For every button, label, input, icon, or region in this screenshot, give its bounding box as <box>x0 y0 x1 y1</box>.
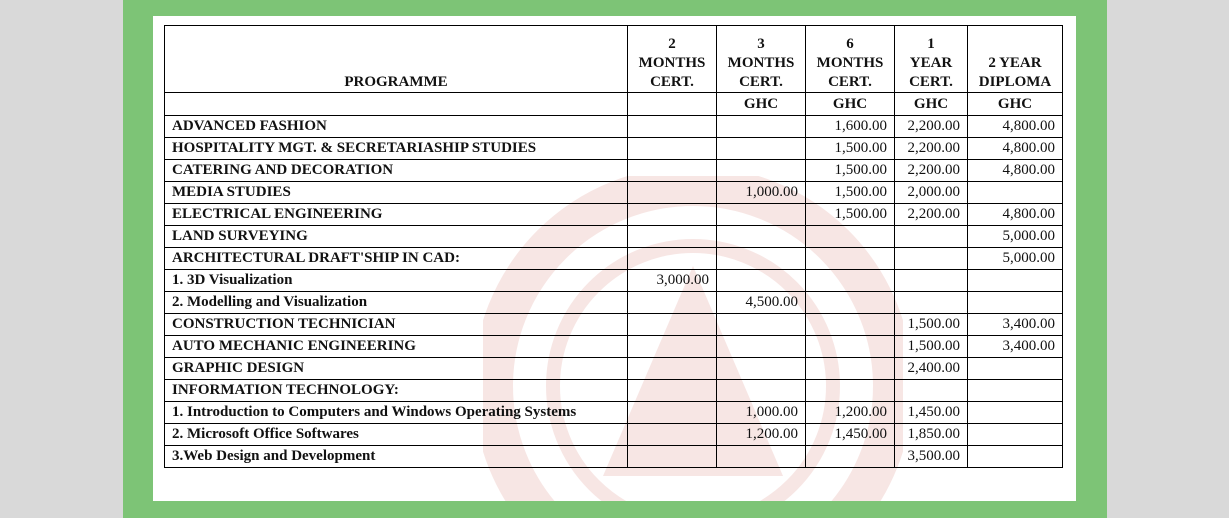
fee-2-year: 5,000.00 <box>968 248 1063 270</box>
fee-2-months <box>628 380 717 402</box>
programme-name: ARCHITECTURAL DRAFT'SHIP IN CAD: <box>165 248 628 270</box>
fee-6-months: 1,500.00 <box>806 182 895 204</box>
fee-6-months <box>806 270 895 292</box>
table-row <box>165 226 1063 248</box>
fee-2-months <box>628 358 717 380</box>
table-row <box>165 138 1063 160</box>
fee-1-year: 2,400.00 <box>895 358 968 380</box>
fee-2-year: 4,800.00 <box>968 116 1063 138</box>
fee-2-months <box>628 204 717 226</box>
header-1-year: 1 YEAR CERT. <box>895 26 968 93</box>
fee-3-months <box>717 248 806 270</box>
fee-2-year: 4,800.00 <box>968 138 1063 160</box>
fee-2-months <box>628 226 717 248</box>
fee-rows <box>165 116 1063 468</box>
fee-6-months: 1,200.00 <box>806 402 895 424</box>
currency-cell: GHC <box>895 93 968 116</box>
currency-cell: GHC <box>806 93 895 116</box>
fee-1-year: 1,500.00 <box>895 314 968 336</box>
fee-2-months <box>628 424 717 446</box>
document-sheet <box>153 16 1076 501</box>
fee-1-year: 2,000.00 <box>895 182 968 204</box>
table-row <box>165 314 1063 336</box>
table-row <box>165 380 1063 402</box>
fee-2-months <box>628 182 717 204</box>
fee-3-months <box>717 446 806 468</box>
currency-cell <box>165 93 628 116</box>
fee-6-months: 1,500.00 <box>806 160 895 182</box>
table-row <box>165 292 1063 314</box>
fee-6-months <box>806 292 895 314</box>
fee-1-year: 3,500.00 <box>895 446 968 468</box>
fee-1-year <box>895 380 968 402</box>
fee-2-year: 3,400.00 <box>968 336 1063 358</box>
header-2-year: 2 YEAR DIPLOMA <box>968 26 1063 93</box>
programme-name: 2. Modelling and Visualization <box>165 292 628 314</box>
table-row <box>165 424 1063 446</box>
programme-name: GRAPHIC DESIGN <box>165 358 628 380</box>
fee-6-months: 1,500.00 <box>806 204 895 226</box>
fee-2-year: 4,800.00 <box>968 160 1063 182</box>
fee-1-year: 2,200.00 <box>895 116 968 138</box>
fee-2-months <box>628 402 717 424</box>
table-row <box>165 160 1063 182</box>
programme-name: 1. Introduction to Computers and Windows Operating Systems <box>165 402 628 424</box>
fee-1-year: 2,200.00 <box>895 204 968 226</box>
programme-name: HOSPITALITY MGT. & SECRETARIASHIP STUDIES <box>165 138 628 160</box>
fee-3-months <box>717 380 806 402</box>
fee-2-months <box>628 248 717 270</box>
fee-1-year: 1,850.00 <box>895 424 968 446</box>
fee-3-months <box>717 226 806 248</box>
table-row <box>165 270 1063 292</box>
currency-cell: GHC <box>717 93 806 116</box>
fee-2-months <box>628 138 717 160</box>
fee-2-months <box>628 116 717 138</box>
fee-3-months <box>717 314 806 336</box>
fee-6-months: 1,450.00 <box>806 424 895 446</box>
table-row <box>165 358 1063 380</box>
programme-name: CATERING AND DECORATION <box>165 160 628 182</box>
fee-1-year <box>895 292 968 314</box>
table-row <box>165 204 1063 226</box>
fee-1-year: 1,450.00 <box>895 402 968 424</box>
fee-6-months: 1,600.00 <box>806 116 895 138</box>
programme-name: 1. 3D Visualization <box>165 270 628 292</box>
fee-2-year <box>968 402 1063 424</box>
programme-name: ADVANCED FASHION <box>165 116 628 138</box>
fee-3-months <box>717 204 806 226</box>
programme-name: 2. Microsoft Office Softwares <box>165 424 628 446</box>
fee-1-year: 1,500.00 <box>895 336 968 358</box>
fee-2-year <box>968 380 1063 402</box>
fee-2-year <box>968 424 1063 446</box>
fee-6-months <box>806 314 895 336</box>
fee-3-months: 4,500.00 <box>717 292 806 314</box>
programme-name: ELECTRICAL ENGINEERING <box>165 204 628 226</box>
programme-name: CONSTRUCTION TECHNICIAN <box>165 314 628 336</box>
header-programme: PROGRAMME <box>165 26 628 93</box>
fee-3-months <box>717 336 806 358</box>
fee-2-months <box>628 314 717 336</box>
fee-6-months <box>806 226 895 248</box>
fee-3-months: 1,000.00 <box>717 182 806 204</box>
fee-2-months <box>628 160 717 182</box>
fee-2-year: 3,400.00 <box>968 314 1063 336</box>
currency-cell <box>628 93 717 116</box>
header-6-months: 6 MONTHS CERT. <box>806 26 895 93</box>
fee-2-year <box>968 358 1063 380</box>
programme-name: INFORMATION TECHNOLOGY: <box>165 380 628 402</box>
fee-3-months <box>717 116 806 138</box>
currency-row <box>165 93 1063 116</box>
programme-name: AUTO MECHANIC ENGINEERING <box>165 336 628 358</box>
fee-6-months <box>806 248 895 270</box>
table-header-row <box>165 26 1063 93</box>
fee-2-months <box>628 446 717 468</box>
fee-3-months <box>717 160 806 182</box>
table-row <box>165 116 1063 138</box>
programme-name: MEDIA STUDIES <box>165 182 628 204</box>
fee-2-months <box>628 336 717 358</box>
table-row <box>165 336 1063 358</box>
programme-name: 3.Web Design and Development <box>165 446 628 468</box>
header-2-months: 2 MONTHS CERT. <box>628 26 717 93</box>
fee-1-year <box>895 248 968 270</box>
fee-3-months: 1,000.00 <box>717 402 806 424</box>
fee-6-months <box>806 380 895 402</box>
table-row <box>165 446 1063 468</box>
fee-6-months <box>806 336 895 358</box>
table-row <box>165 248 1063 270</box>
fee-1-year <box>895 270 968 292</box>
fee-2-year <box>968 270 1063 292</box>
fee-2-year: 5,000.00 <box>968 226 1063 248</box>
fee-2-year: 4,800.00 <box>968 204 1063 226</box>
fee-3-months: 1,200.00 <box>717 424 806 446</box>
fee-1-year: 2,200.00 <box>895 160 968 182</box>
header-3-months: 3 MONTHS CERT. <box>717 26 806 93</box>
fee-6-months: 1,500.00 <box>806 138 895 160</box>
table-row <box>165 402 1063 424</box>
fee-3-months <box>717 270 806 292</box>
table-row <box>165 182 1063 204</box>
fee-1-year: 2,200.00 <box>895 138 968 160</box>
fee-2-months: 3,000.00 <box>628 270 717 292</box>
fee-2-months <box>628 292 717 314</box>
fee-6-months <box>806 358 895 380</box>
fee-3-months <box>717 138 806 160</box>
programme-name: LAND SURVEYING <box>165 226 628 248</box>
fee-1-year <box>895 226 968 248</box>
currency-cell: GHC <box>968 93 1063 116</box>
fee-6-months <box>806 446 895 468</box>
fees-table <box>164 25 1063 468</box>
fee-3-months <box>717 358 806 380</box>
fee-2-year <box>968 292 1063 314</box>
fee-2-year <box>968 446 1063 468</box>
fee-2-year <box>968 182 1063 204</box>
